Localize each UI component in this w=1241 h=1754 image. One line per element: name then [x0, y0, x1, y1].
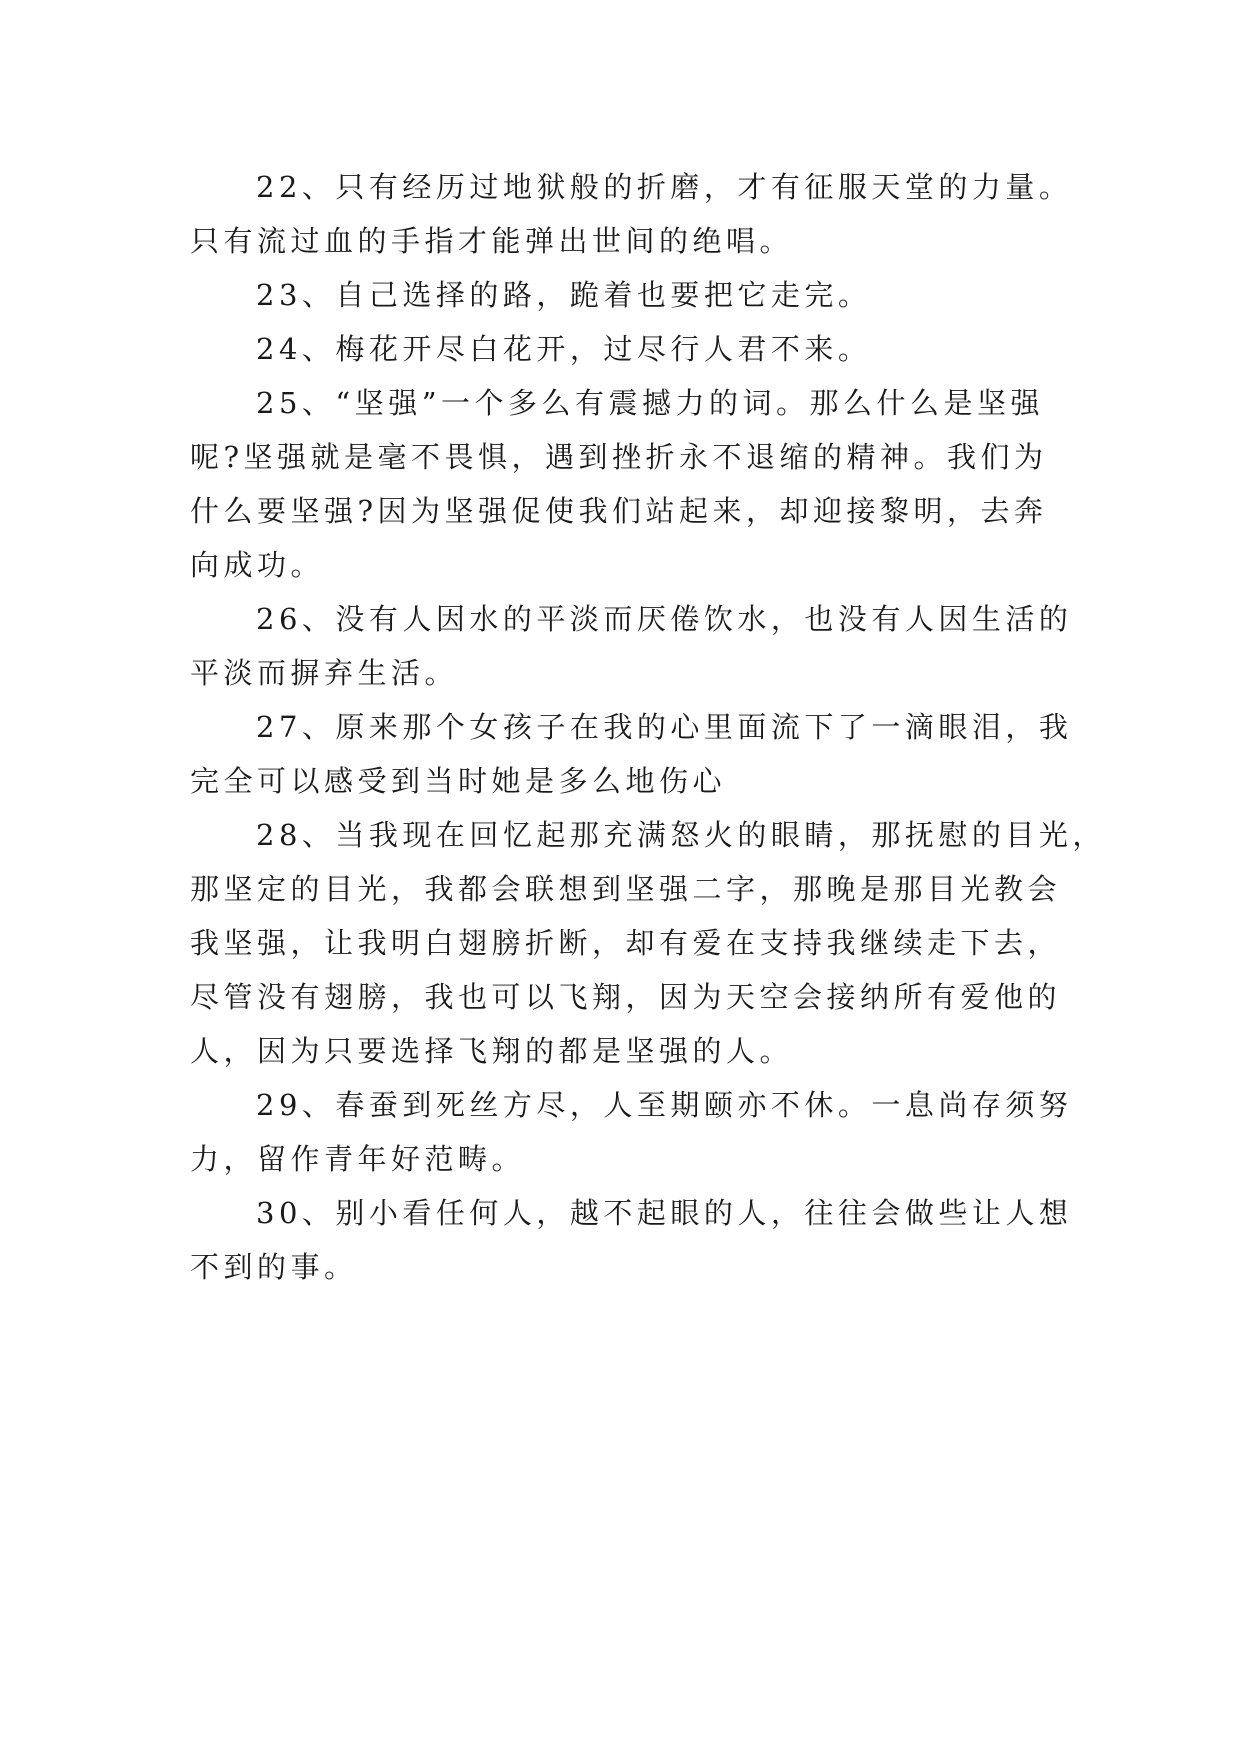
- text-line: 24、梅花开尽白花开，过尽行人君不来。: [256, 332, 872, 366]
- text-line: 人，因为只要选择飞翔的都是坚强的人。: [190, 1034, 794, 1068]
- text-line: 30、别小看任何人，越不起眼的人，往往会做些让人想: [256, 1196, 1073, 1230]
- paragraph-24: [190, 322, 1050, 376]
- paragraph-28: [190, 808, 1106, 1078]
- paragraph-29: [190, 1078, 1073, 1186]
- text-line: 完全可以感受到当时她是多么地伤心: [190, 764, 727, 798]
- document-body: [190, 160, 1106, 1294]
- text-line: 26、没有人因水的平淡而厌倦饮水，也没有人因生活的: [256, 602, 1073, 636]
- text-line: 29、春蚕到死丝方尽，人至期颐亦不休。一息尚存须努: [256, 1088, 1073, 1122]
- text-line: 28、当我现在回忆起那充满怒火的眼睛，那抚慰的目光，: [256, 818, 1106, 852]
- text-line: 25、“坚强”一个多么有震撼力的词。那么什么是坚强: [256, 386, 1045, 420]
- text-line: 平淡而摒弃生活。: [190, 656, 459, 690]
- text-line: 那坚定的目光，我都会联想到坚强二字，那晚是那目光教会: [190, 872, 1062, 906]
- paragraph-22: [190, 160, 1073, 268]
- paragraph-23: [190, 268, 1050, 322]
- text-line: 22、只有经历过地狱般的折磨，才有征服天堂的力量。: [256, 170, 1073, 204]
- paragraph-27: [190, 700, 1073, 808]
- text-line: 呢?坚强就是毫不畏惧，遇到挫折永不退缩的精神。我们为: [190, 440, 1048, 474]
- text-line: 不到的事。: [190, 1250, 358, 1284]
- text-line: 27、原来那个女孩子在我的心里面流下了一滴眼泪，我: [256, 710, 1073, 744]
- paragraph-25: [190, 376, 1050, 592]
- text-line: 向成功。: [190, 548, 325, 582]
- text-line: 只有流过血的手指才能弹出世间的绝唱。: [190, 224, 794, 258]
- text-line: 什么要坚强?因为坚强促使我们站起来，却迎接黎明，去奔: [190, 494, 1048, 528]
- text-line: 力，留作青年好范畴。: [190, 1142, 526, 1176]
- text-line: 23、自己选择的路，跪着也要把它走完。: [256, 278, 872, 312]
- paragraph-26: [190, 592, 1073, 700]
- text-line: 我坚强，让我明白翅膀折断，却有爱在支持我继续走下去，: [190, 926, 1062, 960]
- text-line: 尽管没有翅膀，我也可以飞翔，因为天空会接纳所有爱他的: [190, 980, 1062, 1014]
- paragraph-30: [190, 1186, 1073, 1294]
